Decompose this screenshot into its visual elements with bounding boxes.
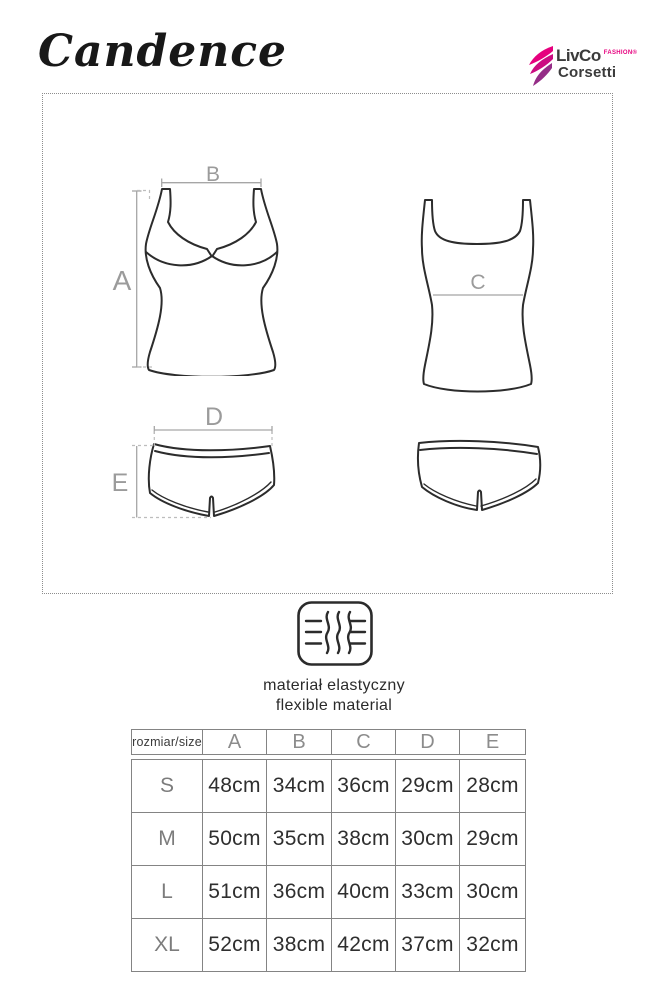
header-cell-size: rozmiar/size (132, 730, 203, 755)
value-cell: 34cm (267, 760, 332, 813)
value-cell: 36cm (267, 866, 332, 919)
value-cell: 29cm (460, 813, 526, 866)
value-cell: 50cm (203, 813, 267, 866)
elastic-material-icon (296, 600, 374, 668)
measurement-lines (42, 93, 611, 592)
header-cell-b: B (267, 730, 332, 755)
livco-swoosh-icon (528, 45, 554, 87)
value-cell: 51cm (203, 866, 267, 919)
table-row-l (132, 866, 526, 919)
size-cell: L (132, 866, 203, 919)
table-row-xl (132, 919, 526, 972)
value-cell: 29cm (396, 760, 460, 813)
measure-label-b: B (205, 163, 220, 186)
measure-label-d: D (204, 403, 224, 431)
brand-fashion-tag: FASHION® (603, 50, 638, 56)
header-cell-a: A (203, 730, 267, 755)
material-note (209, 676, 459, 716)
measure-label-e: E (111, 469, 129, 497)
brand-name-bottom: Corsetti (558, 64, 617, 81)
value-cell: 36cm (332, 760, 396, 813)
brand-logo (528, 44, 658, 90)
value-cell: 40cm (332, 866, 396, 919)
value-cell: 30cm (460, 866, 526, 919)
value-cell: 38cm (267, 919, 332, 972)
table-row-m (132, 813, 526, 866)
header-cell-d: D (396, 730, 460, 755)
size-cell: M (132, 813, 203, 866)
header-cell-c: C (332, 730, 396, 755)
measure-label-c: C (470, 271, 486, 294)
size-cell: XL (132, 919, 203, 972)
size-table-header (131, 729, 526, 755)
value-cell: 42cm (332, 919, 396, 972)
material-note-en: flexible material (275, 697, 393, 714)
table-row-s (132, 760, 526, 813)
size-table-body (131, 759, 526, 972)
value-cell: 52cm (203, 919, 267, 972)
header-cell-e: E (460, 730, 526, 755)
value-cell: 35cm (267, 813, 332, 866)
product-title: Candence (38, 26, 288, 77)
size-cell: S (132, 760, 203, 813)
value-cell: 28cm (460, 760, 526, 813)
value-cell: 33cm (396, 866, 460, 919)
value-cell: 37cm (396, 919, 460, 972)
material-note-pl: materiał elastyczny (263, 677, 405, 694)
brand-name-top: LivCo (556, 46, 601, 65)
value-cell: 38cm (332, 813, 396, 866)
value-cell: 48cm (203, 760, 267, 813)
value-cell: 30cm (396, 813, 460, 866)
value-cell: 32cm (460, 919, 526, 972)
measure-label-a: A (112, 265, 132, 296)
header-row (132, 730, 526, 755)
